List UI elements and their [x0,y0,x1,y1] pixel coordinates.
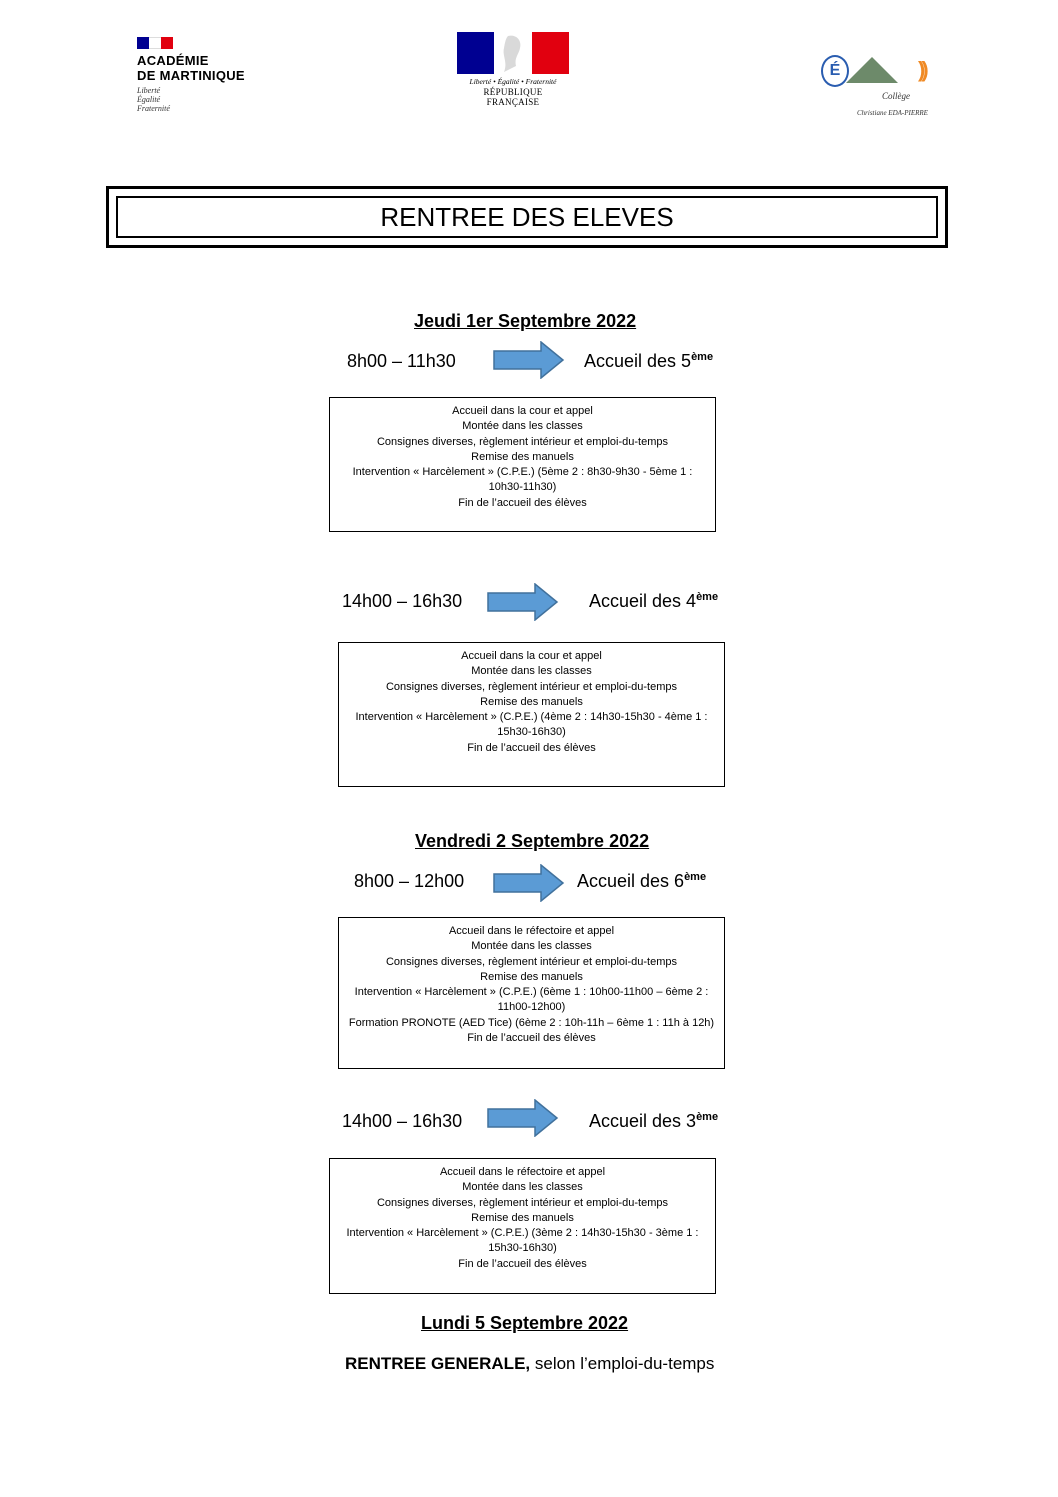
college-logo [800,55,960,125]
detail-line: 15h30-16h30) [488,1242,557,1255]
detail-line: Montée dans les classes [462,420,583,433]
detail-line: Fin de l’accueil des élèves [467,741,596,754]
accueil-sup: ème [696,1111,719,1123]
college-e-icon: É [821,55,849,87]
accueil-sup: ème [696,591,719,603]
academie-name [137,53,277,83]
page-title: RENTREE DES ELEVES [116,196,938,238]
session-details-box [338,917,725,1069]
academie-logo [137,37,277,127]
detail-line: Consignes diverses, règlement intérieur et emploi-du-temps [376,435,669,448]
academie-flag-icon [137,37,173,49]
detail-line: Fin de l’accueil des élèves [458,496,587,509]
final-note-rest: selon l’emploi-du-temps [530,1354,715,1373]
detail-line: Consignes diverses, règlement intérieur et emploi-du-temps [385,955,678,968]
session-details-box [329,397,716,532]
detail-line: Remise des manuels [480,970,583,983]
republique-name: RÉPUBLIQUE FRANÇAISE [483,87,543,107]
detail-line: Intervention « Harcèlement » (C.P.E.) (5ème 2 : 8h30-9h30 - 5ème 1 : [352,466,693,479]
detail-line: 11h00-12h00) [497,1001,566,1014]
detail-line: Formation PRONOTE (AED Tice) (6ème 2 : 10h-11h – 6ème 1 : 11h à 12h) [348,1016,715,1029]
session-accueil [577,871,706,892]
college-name: Christiane EDA-PIERRE [857,109,928,117]
detail-line: Accueil dans le réfectoire et appel [439,1166,606,1178]
session-accueil [589,591,718,612]
final-note-bold: RENTREE GENERALE, [345,1354,531,1373]
motto-egalite: Égalité [137,95,161,104]
college-label: Collège [882,91,910,101]
detail-line: Consignes diverses, règlement intérieur et emploi-du-temps [385,680,678,693]
day-header: Vendredi 2 Septembre 2022 [415,831,650,851]
academie-line1: ACADÉMIE [137,53,209,68]
republique-motto: Liberté • Égalité • Fraternité [469,77,557,86]
detail-line: 15h30-16h30) [497,726,566,739]
marianne-flag-icon [457,32,569,74]
detail-line: 10h30-11h30) [488,481,557,494]
detail-line: Intervention « Harcèlement » (C.P.E.) (3ème 2 : 14h30-15h30 - 3ème 1 : [346,1227,699,1240]
detail-line: Accueil dans la cour et appel [461,650,602,662]
detail-line: Accueil dans la cour et appel [452,405,593,417]
detail-line: Remise des manuels [471,1211,574,1224]
accueil-label: Accueil des 5 [584,351,692,371]
detail-line: Consignes diverses, règlement intérieur et emploi-du-temps [376,1196,669,1209]
accueil-sup: ème [691,351,714,363]
accueil-label: Accueil des 4 [589,591,697,611]
session-details-box [338,642,725,787]
detail-line: Remise des manuels [471,450,574,463]
session-time: 14h00 – 16h30 [342,591,463,611]
accueil-label: Accueil des 3 [589,1111,697,1131]
motto-fraternite: Fraternité [137,104,170,113]
college-arcs-icon: )) [918,57,925,82]
detail-line: Montée dans les classes [471,665,592,678]
arrow-right-icon [487,583,559,621]
republique-logo [457,32,569,107]
detail-line: Accueil dans le réfectoire et appel [448,925,615,937]
detail-line: Montée dans les classes [471,940,592,953]
title-box [106,186,948,248]
college-mountain-icon [846,57,898,83]
arrow-right-icon [487,1099,559,1137]
detail-line: Remise des manuels [480,695,583,708]
detail-line: Fin de l’accueil des élèves [458,1257,587,1270]
session-time: 8h00 – 12h00 [354,871,465,891]
session-time: 14h00 – 16h30 [342,1111,463,1131]
accueil-sup: ème [684,871,707,883]
detail-line: Intervention « Harcèlement » (C.P.E.) (6ème 1 : 10h00-11h00 – 6ème 2 : [354,986,709,999]
academie-motto [137,86,277,113]
final-note [345,1354,714,1374]
day-header: Lundi 5 Septembre 2022 [421,1313,629,1333]
arrow-right-icon [493,341,565,379]
arrow-right-icon [493,864,565,902]
session-details-box [329,1158,716,1294]
session-accueil [589,1111,718,1132]
session-accueil [584,351,713,372]
detail-line: Montée dans les classes [462,1181,583,1194]
detail-line: Fin de l’accueil des élèves [467,1032,596,1045]
day-header: Jeudi 1er Septembre 2022 [414,311,637,331]
session-time: 8h00 – 11h30 [347,351,456,371]
academie-line2: DE MARTINIQUE [137,68,245,83]
detail-line: Intervention « Harcèlement » (C.P.E.) (4ème 2 : 14h30-15h30 - 4ème 1 : [355,711,708,724]
motto-liberte: Liberté [137,86,161,95]
accueil-label: Accueil des 6 [577,871,685,891]
